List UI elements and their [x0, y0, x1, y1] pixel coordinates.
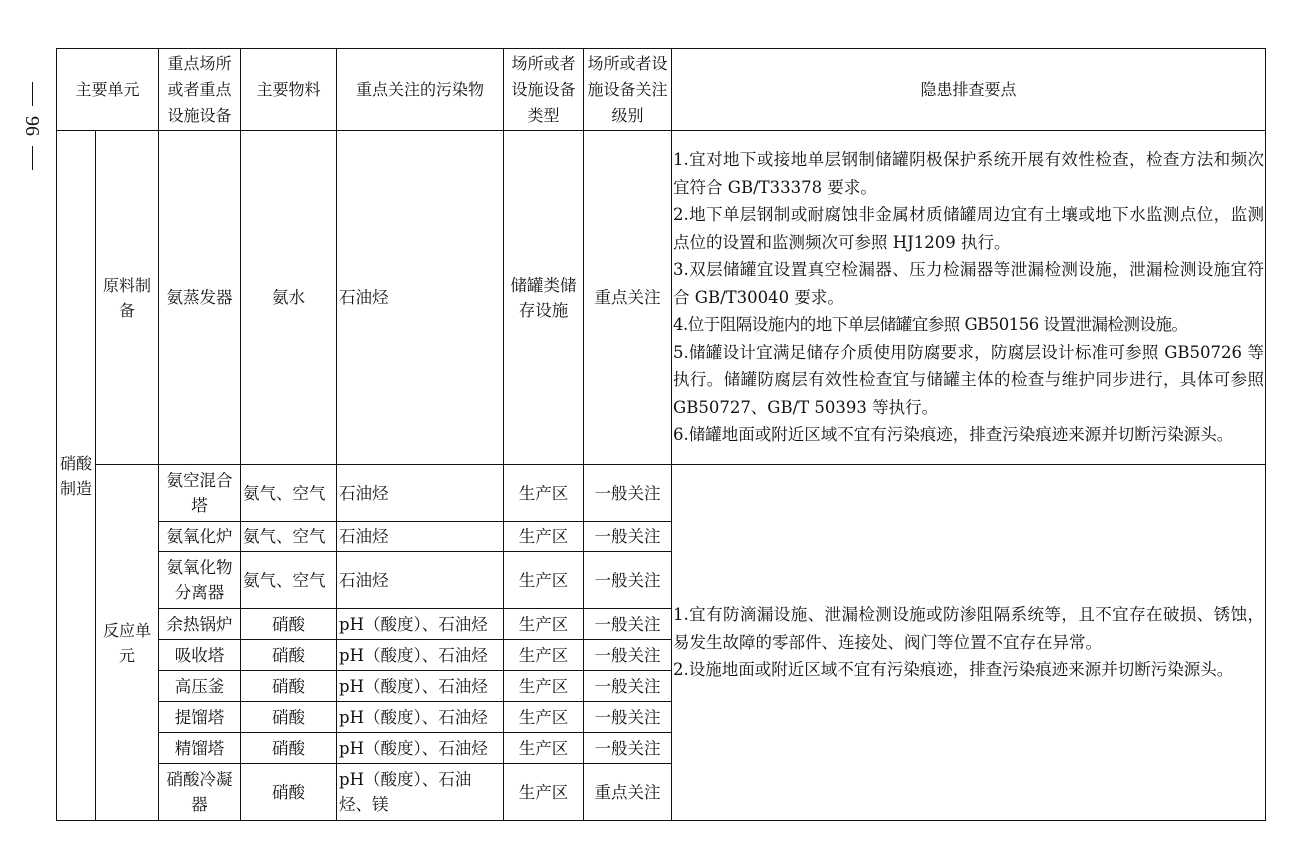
material-cell: 硝酸	[241, 609, 337, 640]
header-facility: 重点场所或者重点设施设备	[159, 49, 241, 131]
facility-cell: 精馏塔	[159, 733, 241, 764]
inspection-point: 2.设施地面或附近区域不宜有污染痕迹，排查污染痕迹来源并切断污染源头。	[673, 660, 1234, 680]
page-number-value: 96	[21, 116, 43, 136]
facility-cell: 余热锅炉	[159, 609, 241, 640]
type-cell: 生产区	[504, 733, 584, 764]
pollutant-cell: 石油烃	[337, 465, 504, 522]
material-cell: 硝酸	[241, 640, 337, 671]
material-cell: 硝酸	[241, 764, 337, 821]
type-cell: 生产区	[504, 671, 584, 702]
level-cell: 重点关注	[584, 764, 672, 821]
pollutant-cell: 石油烃	[337, 131, 504, 465]
level-cell: 一般关注	[584, 552, 672, 609]
level-cell: 一般关注	[584, 671, 672, 702]
inspection-point: 1.宜有防滴漏设施、泄漏检测设施或防渗阻隔系统等，且不宜存在破损、锈蚀，易发生故障的零部件、连接处、阀门等位置不宜存在异常。	[673, 605, 1265, 652]
header-material: 主要物料	[241, 49, 337, 131]
level-cell: 一般关注	[584, 640, 672, 671]
facility-cell: 高压釜	[159, 671, 241, 702]
inspection-points	[672, 465, 1266, 821]
level-cell: 一般关注	[584, 465, 672, 522]
pollutant-cell: 石油烃	[337, 552, 504, 609]
pollutant-cell: pH（酸度）、石油烃	[337, 640, 504, 671]
type-cell: 储罐类储存设施	[504, 131, 584, 465]
header-level: 场所或者设施设备关注级别	[584, 49, 672, 131]
header-points: 隐患排查要点	[672, 49, 1266, 131]
header-unit: 主要单元	[57, 49, 159, 131]
material-cell: 氨气、空气	[241, 552, 337, 609]
inspection-point: 5.储罐设计宜满足储存介质使用防腐要求，防腐层设计标准可参照 GB50726 等执行。储罐防腐层有效性检查宜与储罐主体的检查与维护同步进行，具体可参照 GB50727、GB/T 50393 等执行。	[673, 342, 1265, 417]
page-number-dash-top	[32, 82, 33, 106]
page-number	[20, 78, 44, 174]
inspection-point: 2.地下单层钢制或耐腐蚀非金属材质储罐周边宜有土壤或地下水监测点位，监测点位的设置和监测频次可参照 HJ1209 执行。	[673, 205, 1265, 252]
material-cell: 氨气、空气	[241, 465, 337, 522]
header-row	[57, 49, 1266, 131]
material-cell: 氨水	[241, 131, 337, 465]
facility-cell: 吸收塔	[159, 640, 241, 671]
type-cell: 生产区	[504, 552, 584, 609]
inspection-point: 6.储罐地面或附近区域不宜有污染痕迹，排查污染痕迹来源并切断污染源头。	[673, 425, 1234, 445]
inspection-point: 1.宜对地下或接地单层钢制储罐阴极保护系统开展有效性检查，检查方法和频次宜符合 GB/T33378 要求。	[673, 150, 1265, 197]
level-cell: 一般关注	[584, 702, 672, 733]
group-label: 硝酸制造	[57, 131, 96, 821]
facility-cell: 氨蒸发器	[159, 131, 241, 465]
type-cell: 生产区	[504, 465, 584, 522]
pollutant-cell: 石油烃	[337, 522, 504, 552]
header-pollutant: 重点关注的污染物	[337, 49, 504, 131]
inspection-point: 4.位于阻隔设施内的地下单层储罐宜参照 GB50156 设置泄漏检测设施。	[673, 315, 1188, 335]
pollutant-cell: pH（酸度）、石油烃、镁	[337, 764, 504, 821]
hazard-inspection-table	[56, 48, 1266, 821]
table-row	[57, 465, 1266, 522]
level-cell: 一般关注	[584, 609, 672, 640]
material-cell: 硝酸	[241, 702, 337, 733]
level-cell: 重点关注	[584, 131, 672, 465]
material-cell: 硝酸	[241, 671, 337, 702]
unit-label: 反应单元	[96, 465, 159, 821]
level-cell: 一般关注	[584, 522, 672, 552]
type-cell: 生产区	[504, 764, 584, 821]
pollutant-cell: pH（酸度）、石油烃	[337, 671, 504, 702]
facility-cell: 硝酸冷凝器	[159, 764, 241, 821]
pollutant-cell: pH（酸度）、石油烃	[337, 609, 504, 640]
facility-cell: 提馏塔	[159, 702, 241, 733]
type-cell: 生产区	[504, 522, 584, 552]
facility-cell: 氨氧化物分离器	[159, 552, 241, 609]
facility-cell: 氨空混合塔	[159, 465, 241, 522]
material-cell: 硝酸	[241, 733, 337, 764]
inspection-point: 3.双层储罐宜设置真空检漏器、压力检漏器等泄漏检测设施，泄漏检测设施宜符合 GB/T30040 要求。	[673, 260, 1265, 307]
inspection-points	[672, 131, 1266, 465]
page-number-dash-bottom	[32, 146, 33, 170]
type-cell: 生产区	[504, 609, 584, 640]
facility-cell: 氨氧化炉	[159, 522, 241, 552]
header-type: 场所或者设施设备类型	[504, 49, 584, 131]
type-cell: 生产区	[504, 640, 584, 671]
pollutant-cell: pH（酸度）、石油烃	[337, 702, 504, 733]
type-cell: 生产区	[504, 702, 584, 733]
material-cell: 氨气、空气	[241, 522, 337, 552]
table-row	[57, 131, 1266, 465]
level-cell: 一般关注	[584, 733, 672, 764]
pollutant-cell: pH（酸度）、石油烃	[337, 733, 504, 764]
unit-label: 原料制备	[96, 131, 159, 465]
